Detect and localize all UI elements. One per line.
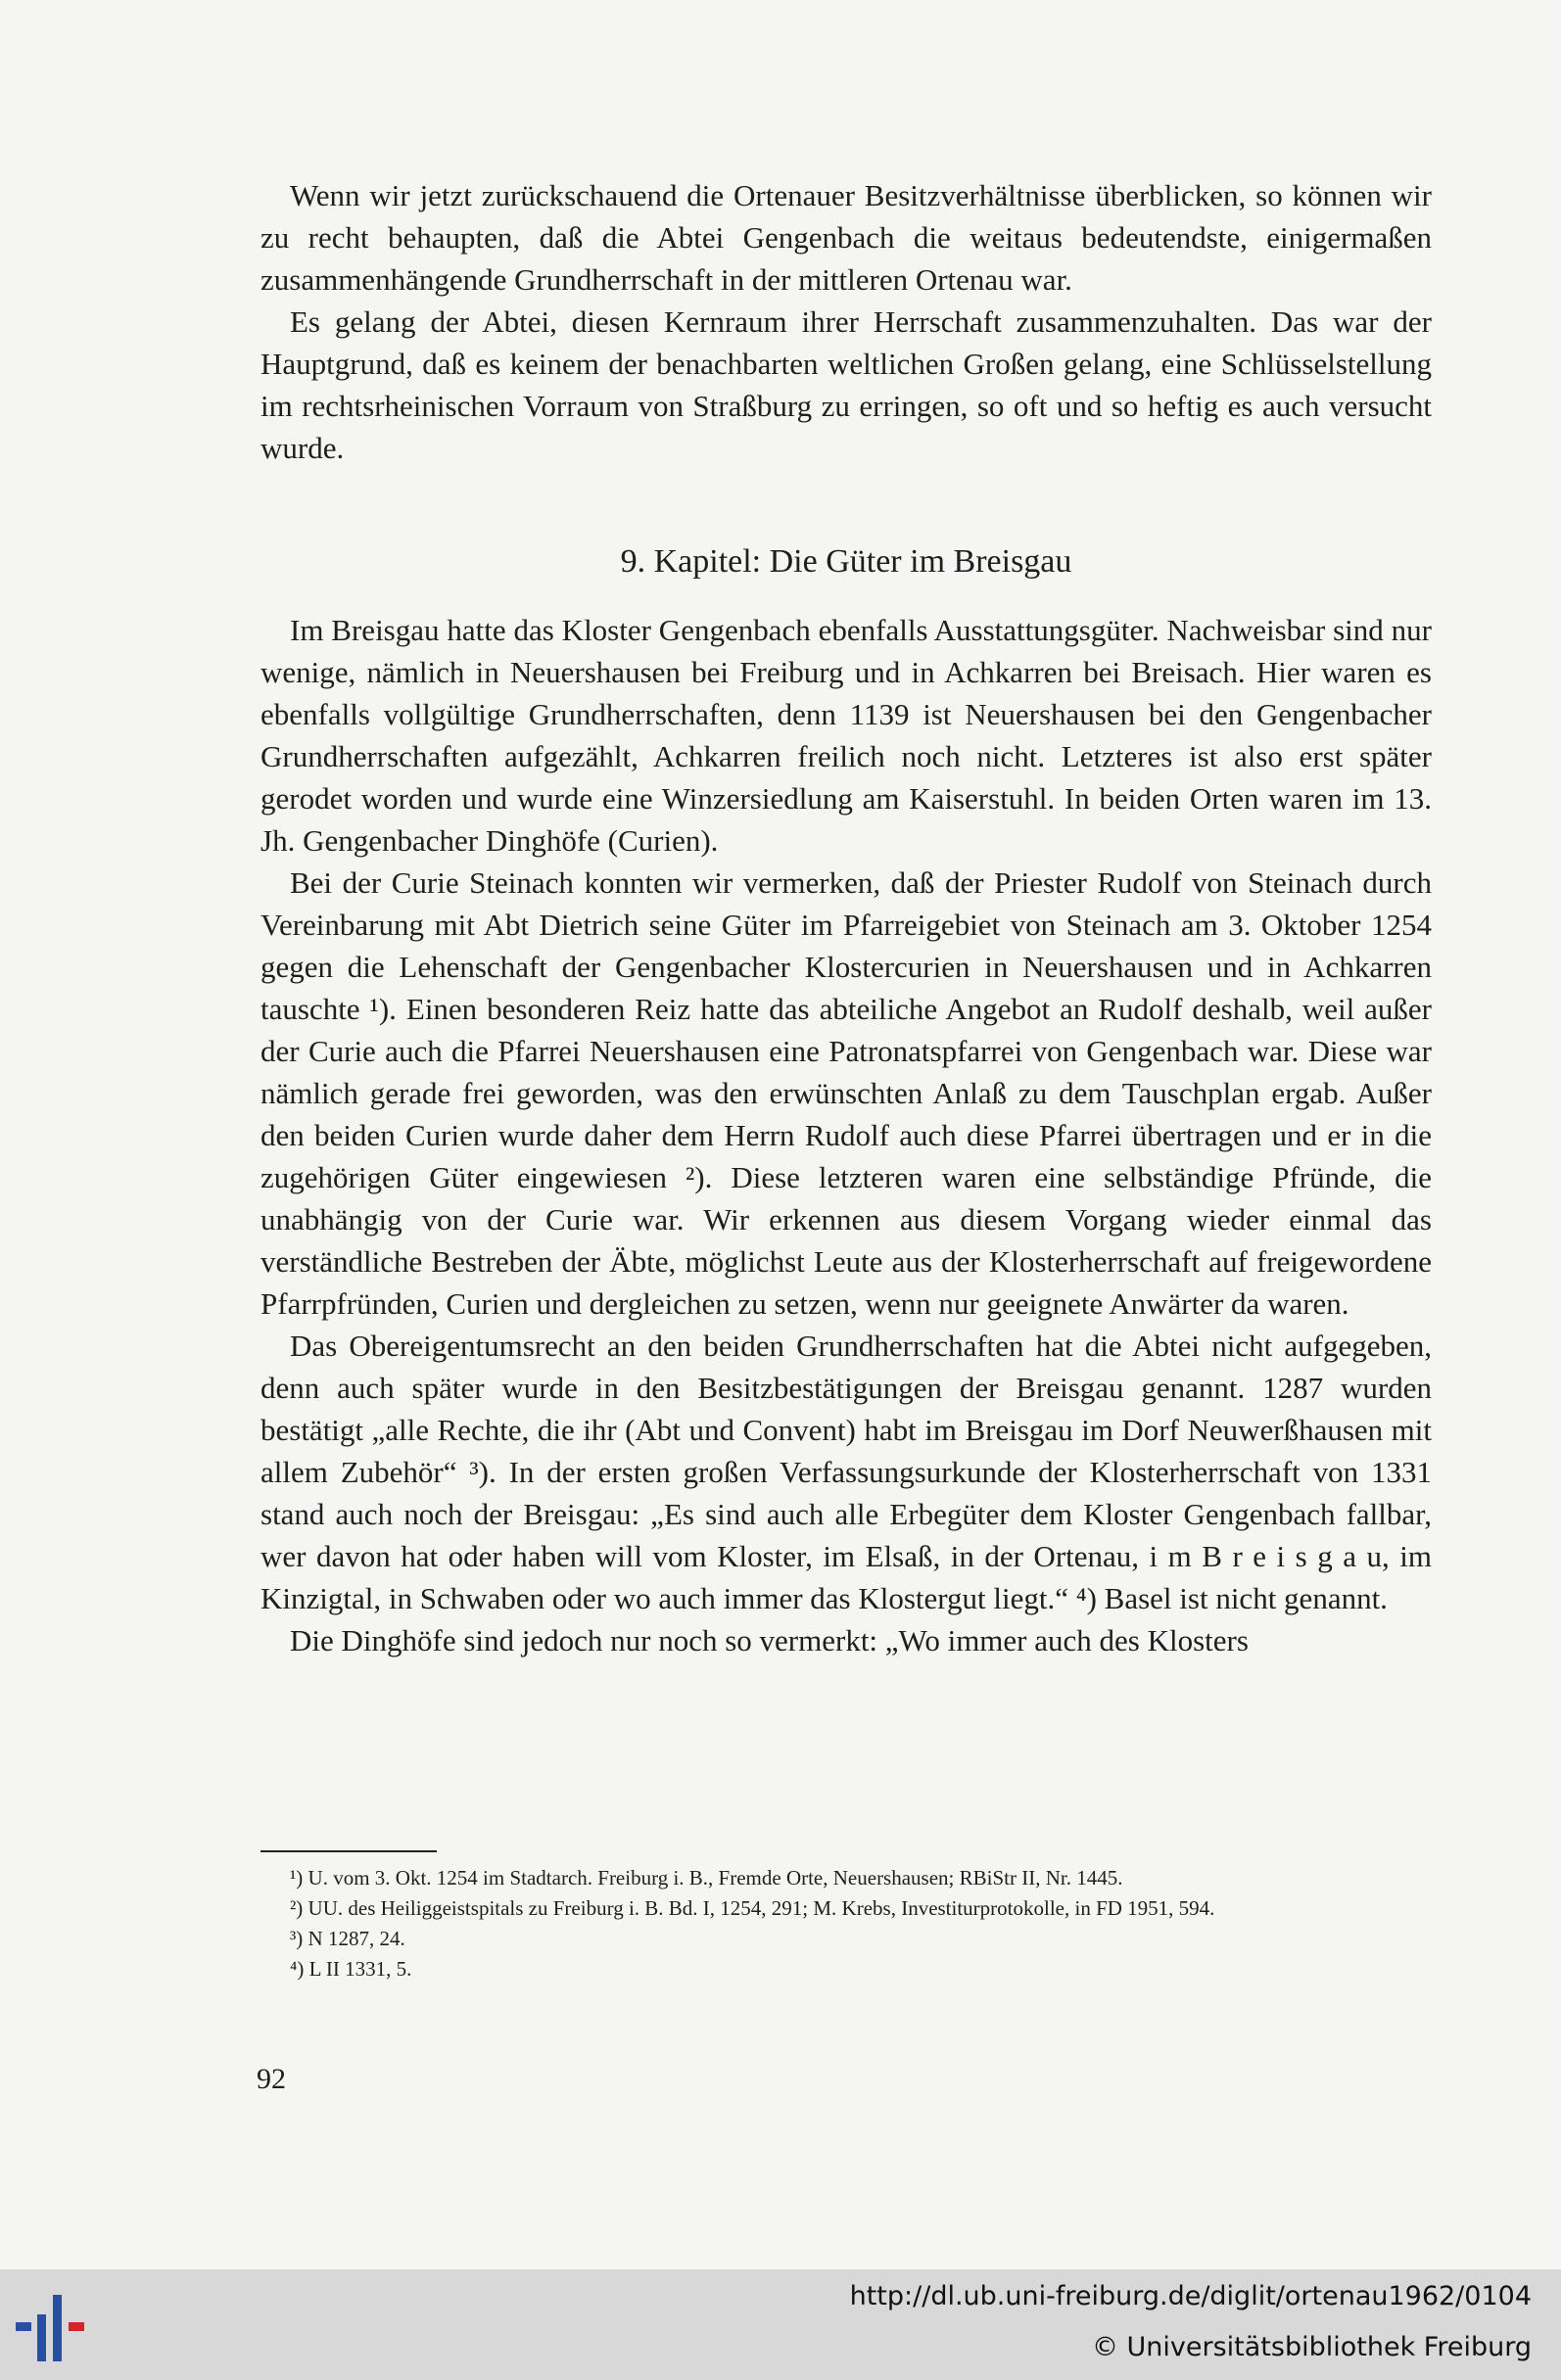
footnote: ¹) U. vom 3. Okt. 1254 im Stadtarch. Freiburg i. B., Fremde Orte, Neuershausen; RBiStr II, Nr. 1445.: [290, 1866, 1123, 1890]
paragraph: Das Obereigentumsrecht an den beiden Grundherrschaften hat die Abtei nicht aufgegeben, denn auch später wurde in den Besitzbestätigungen der Breisgau genannt. 1287 wurden bestätigt „alle Rechte, die ihr (Abt und Convent) habt im Breisgau im Dorf Neuwerßhausen mit allem Zubehör“ ³). In der ersten großen Verfassungsurkunde der Klosterherrschaft von 1331 stand auch noch der Breisgau: „Es sind auch alle Erbegüter dem Kloster Gengenbach fallbar, wer davon hat oder haben will vom Kloster, im Elsaß, in der Ortenau, i m B r e i s g a u, im Kinzigtal, in Schwaben oder wo auch immer das Klostergut liegt.“ ⁴) Basel ist nicht genannt.: [260, 1329, 1432, 1615]
chapter-body: [260, 609, 1432, 1661]
paragraph: Die Dinghöfe sind jedoch nur noch so vermerkt: „Wo immer auch des Klosters: [290, 1623, 1249, 1657]
paragraph: Es gelang der Abtei, diesen Kernraum ihrer Herrschaft zusammenzuhalten. Das war der Hauptgrund, daß es keinem der benachbarten weltlichen Großen gelang, eine Schlüsselstellung im rechtsrheinischen Vorraum von Straßburg zu erringen, so oft und so heftig es auch versucht wurde.: [260, 304, 1432, 465]
copyright: © Universitätsbibliothek Freiburg: [1091, 2332, 1532, 2362]
library-logo-icon: [16, 2285, 100, 2369]
footnotes: [260, 1863, 1432, 1984]
intro-text: [260, 174, 1432, 469]
paragraph: Im Breisgau hatte das Kloster Gengenbach ebenfalls Ausstattungsgüter. Nachweisbar sind nur wenige, nämlich in Neuershausen bei Freiburg und in Achkarren bei Breisach. Hier waren es ebenfalls vollgültige Grundherrschaften, denn 1139 ist Neuershausen bei den Gengenbacher Grundherrschaften aufgezählt, Achkarren freilich noch nicht. Letzteres ist also erst später gerodet worden und wurde eine Winzersiedlung am Kaiserstuhl. In beiden Orten waren im 13. Jh. Gengenbacher Dinghöfe (Curien).: [260, 613, 1432, 858]
footnote: ⁴) L II 1331, 5.: [290, 1957, 412, 1981]
page-number: 92: [257, 2063, 286, 2095]
footnote-divider: [260, 1850, 437, 1852]
logo-bar-a: [37, 2314, 46, 2361]
footer-bar: [0, 2269, 1561, 2380]
footnote: ³) N 1287, 24.: [290, 1927, 405, 1950]
paragraph: Bei der Curie Steinach konnten wir vermerken, daß der Priester Rudolf von Steinach durch Vereinbarung mit Abt Dietrich seine Güter im Pfarreigebiet von Steinach am 3. Oktober 1254 gegen die Lehenschaft der Gengenbacher Klostercurien in Neuershausen und in Achkarren tauschte ¹). Einen besonderen Reiz hatte das abteiliche Angebot an Rudolf deshalb, weil außer der Curie auch die Pfarrei Neuershausen eine Patronatspfarrei von Gengenbach war. Diese war nämlich gerade frei geworden, was den erwünschten Anlaß zu dem Tauschplan ergab. Außer den beiden Curien wurde daher dem Herrn Rudolf auch diese Pfarrei übertragen und er in die zugehörigen Güter eingewiesen ²). Diese letzteren waren eine selbständige Pfründe, die unabhängig von der Curie war. Wir erkennen aus diesem Vorgang wieder einmal das verständliche Bestreben der Äbte, möglichst Leute aus der Klosterherrschaft auf freigewordene Pfarrpfründen, Curien und dergleichen zu setzen, wenn nur geeignete Anwärter da waren.: [260, 865, 1432, 1321]
logo-bar-b: [53, 2295, 62, 2361]
permalink[interactable]: http://dl.ub.uni-freiburg.de/diglit/ortenau1962/0104: [849, 2281, 1532, 2311]
chapter-title: 9. Kapitel: Die Güter im Breisgau: [620, 543, 1072, 580]
logo-bar-right: [69, 2322, 84, 2331]
footnote: ²) UU. des Heiliggeistspitals zu Freiburg i. B. Bd. I, 1254, 291; M. Krebs, Investiturprotokolle, in FD 1951, 594.: [290, 1896, 1215, 1920]
paragraph: Wenn wir jetzt zurückschauend die Ortenauer Besitzverhältnisse überblicken, so können wir zu recht behaupten, daß die Abtei Gengenbach die weitaus bedeutendste, einigermaßen zusammenhängende Grundherrschaft in der mittleren Ortenau war.: [260, 178, 1432, 297]
logo-bar-left: [16, 2322, 31, 2331]
